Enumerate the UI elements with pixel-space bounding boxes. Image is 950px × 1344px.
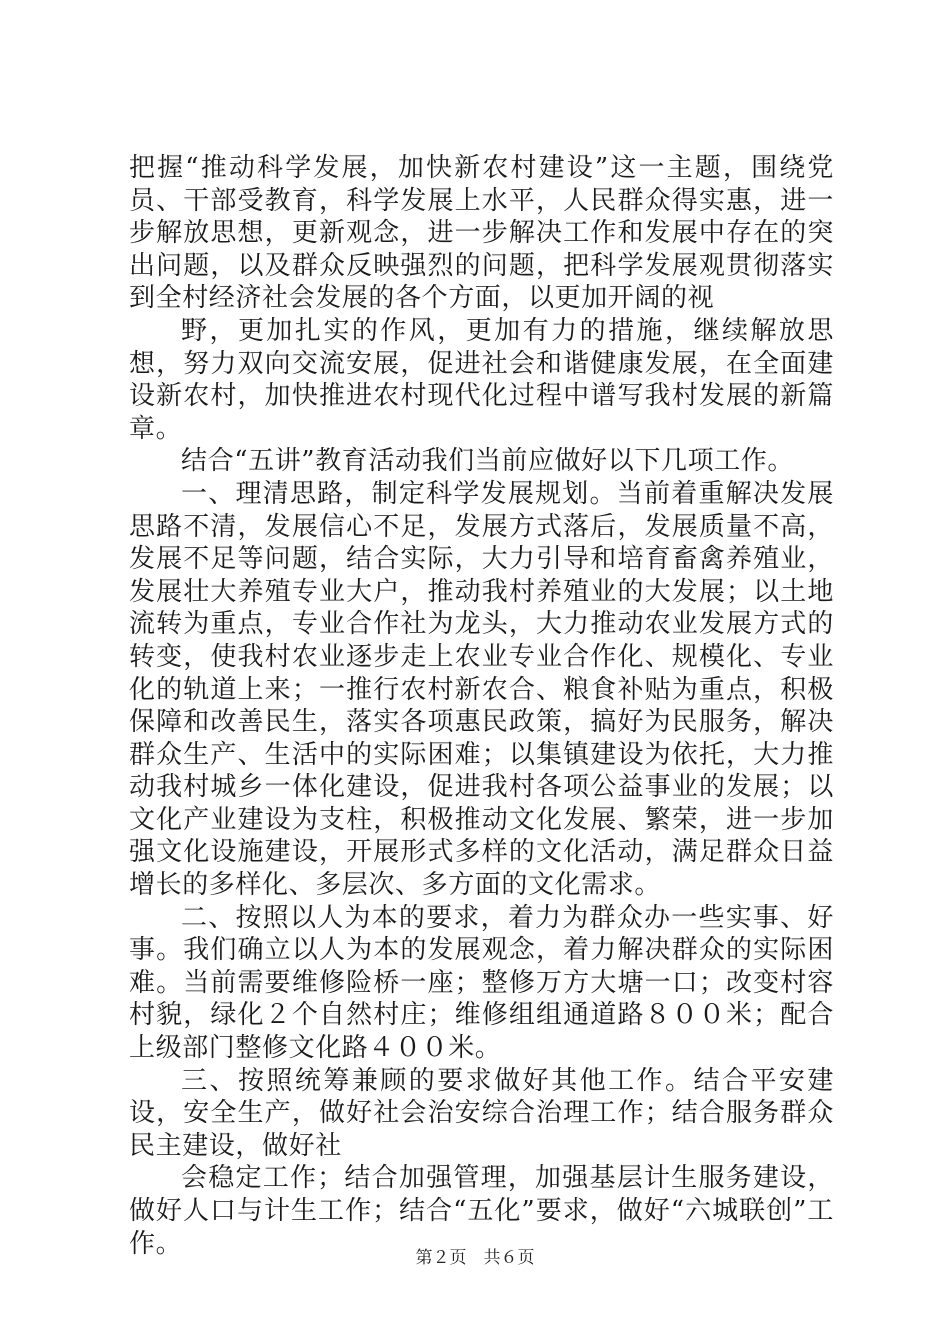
paragraph-work-items-intro: 结合“五讲”教育活动我们当前应做好以下几项工作。 [181, 446, 794, 477]
paragraph-item-two: 二、按照以人为本的要求，着力为群众办一些实事、好事。我们确立以人为本的发展观念，着力解决群众的实际困难。当前需要维修险桥一座；整修万方大塘一口；改变村容村貌，绿化２个自然村庄；维修组组通道路８００米；配合上级部门整修文化路４００米。 [129, 902, 834, 1064]
paragraph-intro: 把握“推动科学发展，加快新农村建设”这一主题，围绕党员、干部受教育，科学发展上水平，人民群众得实惠，进一步解放思想，更新观念，进一步解决工作和发展中存在的突出问题，以及群众反映强烈的问题，把科学发展观贯彻落实到全村经济社会发展的各个方面，以更加开阔的视 [129, 153, 834, 314]
paragraph-item-one: 一、理清思路，制定科学发展规划。当前着重解决发展思路不清，发展信心不足，发展方式落后，发展质量不高，发展不足等问题，结合实际，大力引导和培育畜禽养殖业，发展壮大养殖专业大户，推动我村养殖业的大发展；以土地流转为重点，专业合作社为龙头，大力推动农业发展方式的转变，使我村农业逐步走上农业专业合作化、规模化、专业化的轨道上来；一推行农村新农合、粮食补贴为重点，积极保障和改善民生，落实各项惠民政策，搞好为民服务，解决群众生产、生活中的实际困难；以集镇建设为依托，大力推动我村城乡一体化建设，促进我村各项公益事业的发展；以文化产业建设为支柱，积极推动文化发展、繁荣，进一步加强文化设施建设，开展形式多样的文化活动，满足群众日益增长的多样化、多层次、多方面的文化需求。 [129, 478, 834, 901]
page-number-footer: 第２页 共６页 [415, 1248, 535, 1268]
paragraph-continuation: 野，更加扎实的作风，更加有力的措施，继续解放思想，努力双向交流安展，促进社会和谐健康发展，在全面建设新农村，加快推进农村现代化过程中谱写我村发展的新篇章。 [129, 315, 834, 444]
paragraph-item-three-continuation: 会稳定工作；结合加强管理，加强基层计生服务建设，做好人口与计生工作；结合“五化”要求，做好“六城联创”工作。 [129, 1163, 834, 1259]
paragraph-item-three: 三、按照统筹兼顾的要求做好其他工作。结合平安建设，安全生产，做好社会治安综合治理工作；结合服务群众民主建设，做好社 [129, 1065, 834, 1161]
document-body [129, 152, 834, 1260]
